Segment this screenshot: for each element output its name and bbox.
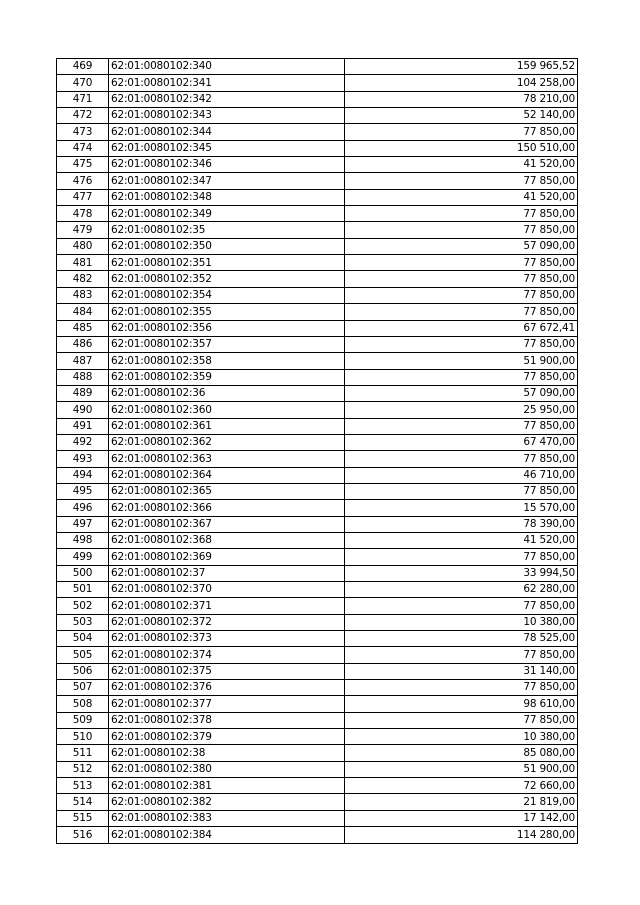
row-number-cell: 473 <box>57 124 109 140</box>
table-row <box>57 140 578 156</box>
value-cell: 41 520,00 <box>345 157 578 173</box>
value-cell: 62 280,00 <box>345 582 578 598</box>
value-cell: 21 819,00 <box>345 794 578 810</box>
cadastral-number-cell: 62:01:0080102:356 <box>109 320 345 336</box>
value-cell: 57 090,00 <box>345 238 578 254</box>
value-cell: 10 380,00 <box>345 614 578 630</box>
row-number-cell: 483 <box>57 287 109 303</box>
cadastral-number-cell: 62:01:0080102:344 <box>109 124 345 140</box>
row-number-cell: 489 <box>57 385 109 401</box>
table-row <box>57 696 578 712</box>
cadastral-number-cell: 62:01:0080102:367 <box>109 516 345 532</box>
row-number-cell: 502 <box>57 598 109 614</box>
cadastral-number-cell: 62:01:0080102:374 <box>109 647 345 663</box>
value-cell: 25 950,00 <box>345 402 578 418</box>
row-number-cell: 479 <box>57 222 109 238</box>
table-row <box>57 222 578 238</box>
value-cell: 77 850,00 <box>345 647 578 663</box>
table-row <box>57 549 578 565</box>
table-row <box>57 189 578 205</box>
value-cell: 77 850,00 <box>345 255 578 271</box>
value-cell: 77 850,00 <box>345 206 578 222</box>
cadastral-number-cell: 62:01:0080102:346 <box>109 157 345 173</box>
value-cell: 77 850,00 <box>345 222 578 238</box>
cadastral-number-cell: 62:01:0080102:383 <box>109 810 345 826</box>
table-row <box>57 451 578 467</box>
row-number-cell: 481 <box>57 255 109 271</box>
row-number-cell: 508 <box>57 696 109 712</box>
row-number-cell: 470 <box>57 75 109 91</box>
cadastral-number-cell: 62:01:0080102:373 <box>109 631 345 647</box>
table-row <box>57 614 578 630</box>
cadastral-number-cell: 62:01:0080102:347 <box>109 173 345 189</box>
row-number-cell: 496 <box>57 500 109 516</box>
table-row <box>57 206 578 222</box>
cadastral-number-cell: 62:01:0080102:348 <box>109 189 345 205</box>
value-cell: 41 520,00 <box>345 189 578 205</box>
table-row <box>57 320 578 336</box>
table-row <box>57 418 578 434</box>
value-cell: 78 525,00 <box>345 631 578 647</box>
row-number-cell: 495 <box>57 483 109 499</box>
row-number-cell: 503 <box>57 614 109 630</box>
table-row <box>57 75 578 91</box>
table-row <box>57 336 578 352</box>
cadastral-number-cell: 62:01:0080102:343 <box>109 108 345 124</box>
row-number-cell: 471 <box>57 91 109 107</box>
value-cell: 98 610,00 <box>345 696 578 712</box>
cadastral-number-cell: 62:01:0080102:357 <box>109 336 345 352</box>
value-cell: 10 380,00 <box>345 729 578 745</box>
row-number-cell: 476 <box>57 173 109 189</box>
table-row <box>57 157 578 173</box>
row-number-cell: 509 <box>57 712 109 728</box>
value-cell: 72 660,00 <box>345 778 578 794</box>
row-number-cell: 494 <box>57 467 109 483</box>
table-row <box>57 631 578 647</box>
cadastral-number-cell: 62:01:0080102:366 <box>109 500 345 516</box>
row-number-cell: 474 <box>57 140 109 156</box>
cadastral-number-cell: 62:01:0080102:368 <box>109 532 345 548</box>
cadastral-number-cell: 62:01:0080102:342 <box>109 91 345 107</box>
row-number-cell: 491 <box>57 418 109 434</box>
row-number-cell: 480 <box>57 238 109 254</box>
row-number-cell: 501 <box>57 582 109 598</box>
table-row <box>57 124 578 140</box>
row-number-cell: 510 <box>57 729 109 745</box>
cadastral-number-cell: 62:01:0080102:345 <box>109 140 345 156</box>
table-row <box>57 91 578 107</box>
table-row <box>57 810 578 826</box>
value-cell: 78 210,00 <box>345 91 578 107</box>
row-number-cell: 507 <box>57 680 109 696</box>
cadastral-number-cell: 62:01:0080102:38 <box>109 745 345 761</box>
value-cell: 77 850,00 <box>345 369 578 385</box>
cadastral-number-cell: 62:01:0080102:360 <box>109 402 345 418</box>
value-cell: 85 080,00 <box>345 745 578 761</box>
row-number-cell: 498 <box>57 532 109 548</box>
value-cell: 77 850,00 <box>345 549 578 565</box>
cadastral-number-cell: 62:01:0080102:365 <box>109 483 345 499</box>
value-cell: 67 470,00 <box>345 434 578 450</box>
row-number-cell: 512 <box>57 761 109 777</box>
row-number-cell: 477 <box>57 189 109 205</box>
cadastral-number-cell: 62:01:0080102:375 <box>109 663 345 679</box>
table-row <box>57 663 578 679</box>
row-number-cell: 515 <box>57 810 109 826</box>
value-cell: 51 900,00 <box>345 353 578 369</box>
cadastral-number-cell: 62:01:0080102:380 <box>109 761 345 777</box>
cadastral-number-cell: 62:01:0080102:359 <box>109 369 345 385</box>
value-cell: 41 520,00 <box>345 532 578 548</box>
cadastral-number-cell: 62:01:0080102:352 <box>109 271 345 287</box>
table-row <box>57 532 578 548</box>
table-row <box>57 108 578 124</box>
table-row <box>57 369 578 385</box>
cadastral-number-cell: 62:01:0080102:377 <box>109 696 345 712</box>
table-row <box>57 173 578 189</box>
row-number-cell: 516 <box>57 827 109 843</box>
row-number-cell: 500 <box>57 565 109 581</box>
value-cell: 52 140,00 <box>345 108 578 124</box>
value-cell: 15 570,00 <box>345 500 578 516</box>
cadastral-number-cell: 62:01:0080102:376 <box>109 680 345 696</box>
row-number-cell: 511 <box>57 745 109 761</box>
table-row <box>57 500 578 516</box>
value-cell: 77 850,00 <box>345 271 578 287</box>
table-row <box>57 794 578 810</box>
value-cell: 77 850,00 <box>345 304 578 320</box>
value-cell: 77 850,00 <box>345 712 578 728</box>
table-row <box>57 304 578 320</box>
table-row <box>57 434 578 450</box>
row-number-cell: 472 <box>57 108 109 124</box>
cadastral-number-cell: 62:01:0080102:349 <box>109 206 345 222</box>
table-row <box>57 516 578 532</box>
value-cell: 77 850,00 <box>345 418 578 434</box>
table-row <box>57 582 578 598</box>
cadastral-number-cell: 62:01:0080102:340 <box>109 59 345 75</box>
table-row <box>57 59 578 75</box>
row-number-cell: 493 <box>57 451 109 467</box>
row-number-cell: 484 <box>57 304 109 320</box>
value-cell: 77 850,00 <box>345 287 578 303</box>
table-row <box>57 483 578 499</box>
cadastral-number-cell: 62:01:0080102:351 <box>109 255 345 271</box>
cadastral-value-table <box>56 58 578 844</box>
value-cell: 77 850,00 <box>345 680 578 696</box>
cadastral-number-cell: 62:01:0080102:363 <box>109 451 345 467</box>
cadastral-number-cell: 62:01:0080102:369 <box>109 549 345 565</box>
value-cell: 77 850,00 <box>345 483 578 499</box>
value-cell: 150 510,00 <box>345 140 578 156</box>
cadastral-number-cell: 62:01:0080102:341 <box>109 75 345 91</box>
value-cell: 77 850,00 <box>345 451 578 467</box>
cadastral-number-cell: 62:01:0080102:372 <box>109 614 345 630</box>
table-body <box>57 59 578 844</box>
cadastral-number-cell: 62:01:0080102:361 <box>109 418 345 434</box>
value-cell: 159 965,52 <box>345 59 578 75</box>
cadastral-number-cell: 62:01:0080102:36 <box>109 385 345 401</box>
table-row <box>57 598 578 614</box>
cadastral-number-cell: 62:01:0080102:384 <box>109 827 345 843</box>
value-cell: 17 142,00 <box>345 810 578 826</box>
row-number-cell: 478 <box>57 206 109 222</box>
value-cell: 46 710,00 <box>345 467 578 483</box>
row-number-cell: 486 <box>57 336 109 352</box>
row-number-cell: 475 <box>57 157 109 173</box>
value-cell: 77 850,00 <box>345 173 578 189</box>
value-cell: 77 850,00 <box>345 336 578 352</box>
cadastral-number-cell: 62:01:0080102:350 <box>109 238 345 254</box>
table-row <box>57 467 578 483</box>
table-row <box>57 255 578 271</box>
cadastral-number-cell: 62:01:0080102:358 <box>109 353 345 369</box>
table-row <box>57 729 578 745</box>
table-row <box>57 238 578 254</box>
value-cell: 31 140,00 <box>345 663 578 679</box>
row-number-cell: 488 <box>57 369 109 385</box>
cadastral-number-cell: 62:01:0080102:355 <box>109 304 345 320</box>
row-number-cell: 487 <box>57 353 109 369</box>
table-row <box>57 712 578 728</box>
row-number-cell: 505 <box>57 647 109 663</box>
row-number-cell: 469 <box>57 59 109 75</box>
value-cell: 77 850,00 <box>345 124 578 140</box>
value-cell: 67 672,41 <box>345 320 578 336</box>
table-row <box>57 778 578 794</box>
row-number-cell: 514 <box>57 794 109 810</box>
cadastral-number-cell: 62:01:0080102:35 <box>109 222 345 238</box>
table-row <box>57 680 578 696</box>
cadastral-number-cell: 62:01:0080102:381 <box>109 778 345 794</box>
value-cell: 57 090,00 <box>345 385 578 401</box>
cadastral-number-cell: 62:01:0080102:354 <box>109 287 345 303</box>
table-row <box>57 271 578 287</box>
cadastral-number-cell: 62:01:0080102:37 <box>109 565 345 581</box>
table-row <box>57 761 578 777</box>
row-number-cell: 482 <box>57 271 109 287</box>
row-number-cell: 513 <box>57 778 109 794</box>
row-number-cell: 506 <box>57 663 109 679</box>
table-row <box>57 353 578 369</box>
value-cell: 51 900,00 <box>345 761 578 777</box>
cadastral-number-cell: 62:01:0080102:378 <box>109 712 345 728</box>
value-cell: 104 258,00 <box>345 75 578 91</box>
table-row <box>57 565 578 581</box>
table-row <box>57 385 578 401</box>
value-cell: 78 390,00 <box>345 516 578 532</box>
value-cell: 77 850,00 <box>345 598 578 614</box>
table-row <box>57 647 578 663</box>
value-cell: 33 994,50 <box>345 565 578 581</box>
table-row <box>57 287 578 303</box>
cadastral-number-cell: 62:01:0080102:362 <box>109 434 345 450</box>
table-row <box>57 827 578 843</box>
row-number-cell: 485 <box>57 320 109 336</box>
cadastral-number-cell: 62:01:0080102:379 <box>109 729 345 745</box>
row-number-cell: 499 <box>57 549 109 565</box>
table-row <box>57 402 578 418</box>
row-number-cell: 497 <box>57 516 109 532</box>
cadastral-number-cell: 62:01:0080102:370 <box>109 582 345 598</box>
cadastral-number-cell: 62:01:0080102:364 <box>109 467 345 483</box>
row-number-cell: 490 <box>57 402 109 418</box>
cadastral-number-cell: 62:01:0080102:382 <box>109 794 345 810</box>
row-number-cell: 504 <box>57 631 109 647</box>
table-row <box>57 745 578 761</box>
row-number-cell: 492 <box>57 434 109 450</box>
cadastral-number-cell: 62:01:0080102:371 <box>109 598 345 614</box>
value-cell: 114 280,00 <box>345 827 578 843</box>
